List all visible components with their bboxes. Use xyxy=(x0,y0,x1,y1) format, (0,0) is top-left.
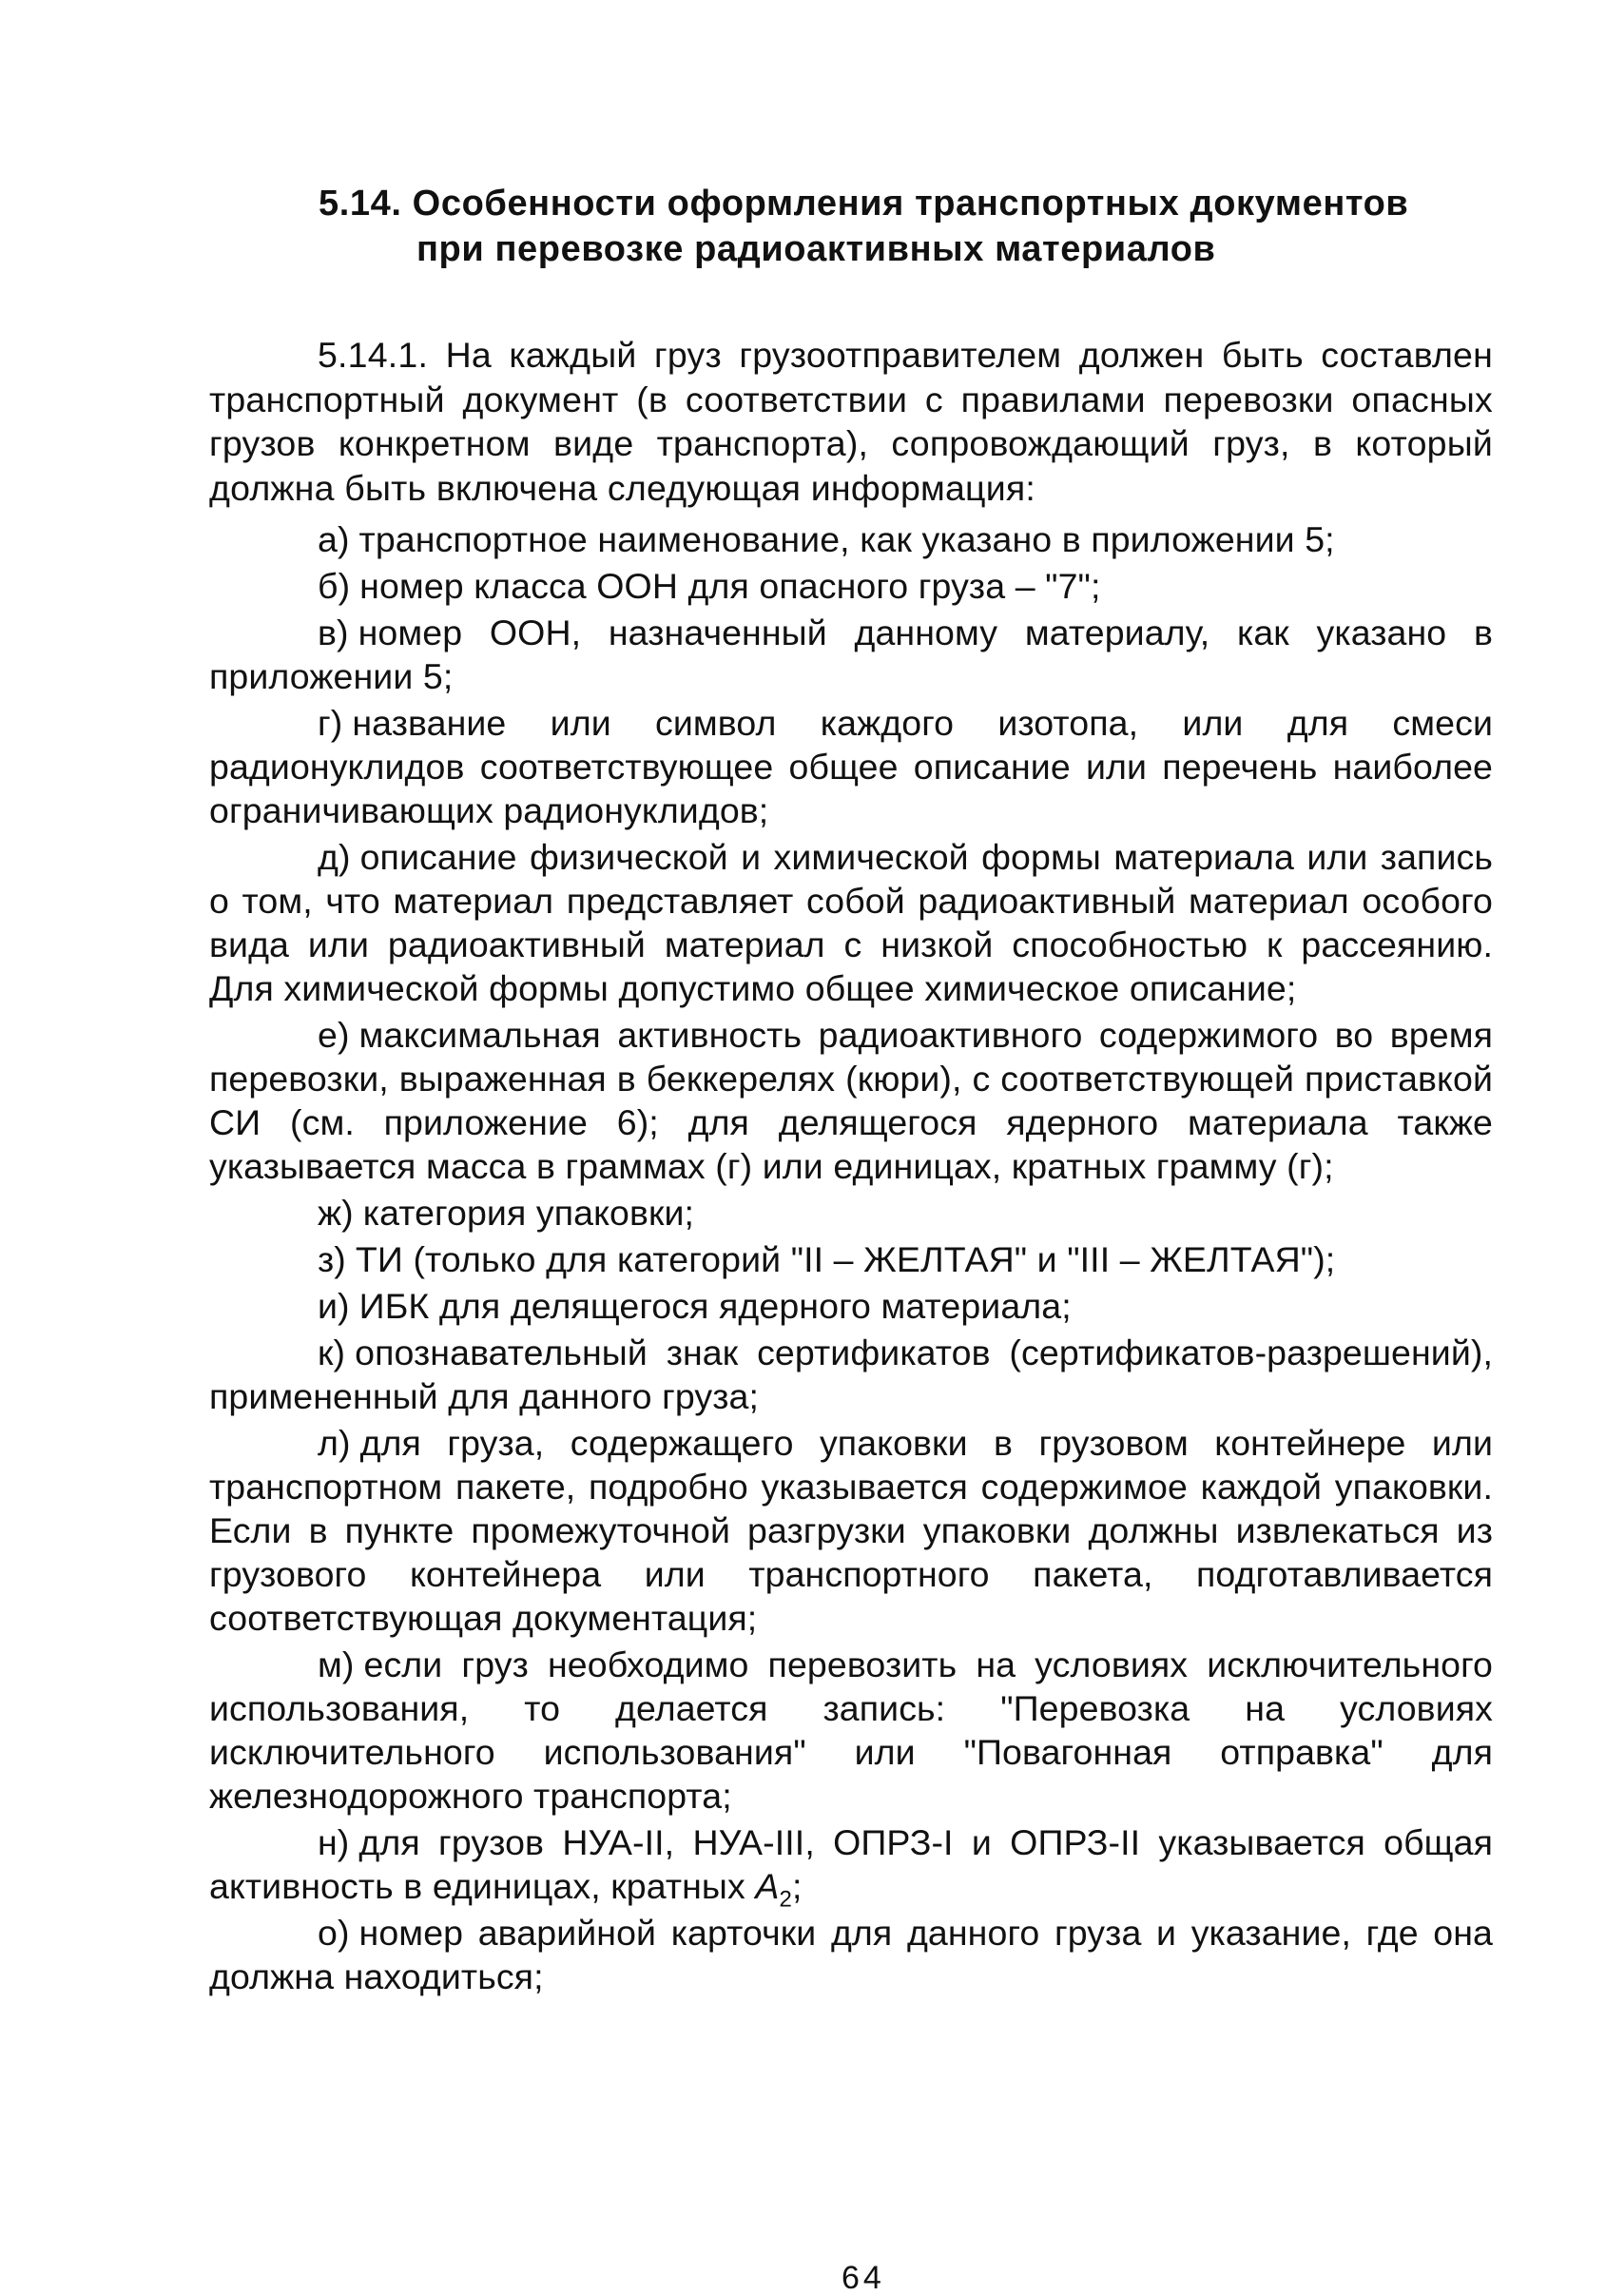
list-item-d xyxy=(209,835,1493,1010)
item-text: описание физической и химической формы материала или запись о том, что материал представляет собой радиоактивный материал особого вида или радиоактивный материал с низкой способностью к рассеянию. Для химической формы допустимо общее химическое описание; xyxy=(209,837,1493,1008)
document-page xyxy=(209,181,1493,2001)
item-text: номер аварийной карточки для данного груза и указание, где она должна находиться; xyxy=(209,1913,1493,1996)
item-text: название или символ каждого изотопа, или для смеси радионуклидов соответствующее общее описание или перечень наиболее ограничивающих радионуклидов; xyxy=(209,703,1493,830)
list-item-a xyxy=(209,517,1493,561)
item-letter: о) xyxy=(318,1913,350,1953)
activity-subscript: 2 xyxy=(779,1886,792,1913)
item-letter: а) xyxy=(318,519,350,559)
list-item-v xyxy=(209,611,1493,698)
item-text: номер класса ООН для опасного груза – "7"; xyxy=(359,566,1101,606)
list-item-b xyxy=(209,564,1493,608)
section-heading-line1: 5.14. Особенности оформления транспортных документов xyxy=(319,184,1409,224)
item-tail: ; xyxy=(791,1866,803,1906)
item-letter: д) xyxy=(318,837,351,877)
item-letter: ж) xyxy=(318,1193,354,1233)
item-text: номер ООН, назначенный данному материалу, как указано в приложении 5; xyxy=(209,613,1493,696)
activity-symbol: A xyxy=(755,1866,780,1906)
list-item-zh xyxy=(209,1191,1493,1235)
section-heading-line2: при перевозке радиоактивных материалов xyxy=(416,229,1216,269)
requirements-list xyxy=(209,517,1493,1998)
list-item-k xyxy=(209,1331,1493,1418)
item-text: ИБК для делящегося ядерного материала; xyxy=(358,1286,1072,1326)
item-letter: к) xyxy=(318,1333,346,1372)
list-item-g xyxy=(209,701,1493,832)
item-letter: е) xyxy=(318,1015,350,1055)
list-item-n xyxy=(209,1820,1493,1913)
page-number: 64 xyxy=(842,2260,885,2296)
item-letter: з) xyxy=(318,1239,346,1279)
list-item-z xyxy=(209,1237,1493,1281)
list-item-o xyxy=(209,1911,1493,1998)
item-letter: б) xyxy=(318,566,351,606)
item-text: максимальная активность радиоактивного содержимого во время перевозки, выраженная в беккерелях (кюри), с соответствующей приставкой СИ (см. приложение 6); для делящегося ядерного материала также указывается масса в граммах (г) или единицах, кратных грамму (г); xyxy=(209,1015,1493,1186)
item-letter: л) xyxy=(318,1423,351,1463)
item-text: для груза, содержащего упаковки в грузовом контейнере или транспортном пакете, подробно указывается содержимое каждой упаковки. Если в пункте промежуточной разгрузки упаковки должны извлекаться из грузового контейнера или транспортного пакета, подготавливается соответствующая документация; xyxy=(209,1423,1493,1638)
item-text: для грузов НУА-II, НУА-III, ОПРЗ-I и ОПРЗ-II указывается общая активность в единицах, кратных xyxy=(209,1822,1493,1906)
item-letter: н) xyxy=(318,1822,350,1862)
intro-paragraph: 5.14.1. На каждый груз грузоотправителем должен быть составлен транспортный документ (в соответствии с правилами перевозки опасных грузов конкретном виде транспорта), сопровождающий груз, в который должна быть включена следующая информация: xyxy=(209,335,1493,508)
list-item-i xyxy=(209,1284,1493,1328)
item-text: ТИ (только для категорий "II – ЖЕЛТАЯ" и "III – ЖЕЛТАЯ"); xyxy=(355,1239,1336,1279)
item-letter: м) xyxy=(318,1644,355,1684)
list-item-l xyxy=(209,1421,1493,1640)
list-item-e xyxy=(209,1013,1493,1188)
item-text: опознавательный знак сертификатов (сертификатов-разрешений), примененный для данного груза; xyxy=(209,1333,1493,1416)
item-letter: г) xyxy=(318,703,343,743)
list-item-m xyxy=(209,1643,1493,1818)
item-text: категория упаковки; xyxy=(362,1193,695,1233)
item-text: если груз необходимо перевозить на условиях исключительного использования, то делается запись: "Перевозка на условиях исключительного использования" или "Повагонная отправка" для железнодорожного транспорта; xyxy=(209,1644,1493,1816)
item-letter: и) xyxy=(318,1286,350,1326)
section-heading xyxy=(319,181,1493,272)
item-text: транспортное наименование, как указано в приложении 5; xyxy=(358,519,1335,559)
item-letter: в) xyxy=(318,613,349,652)
